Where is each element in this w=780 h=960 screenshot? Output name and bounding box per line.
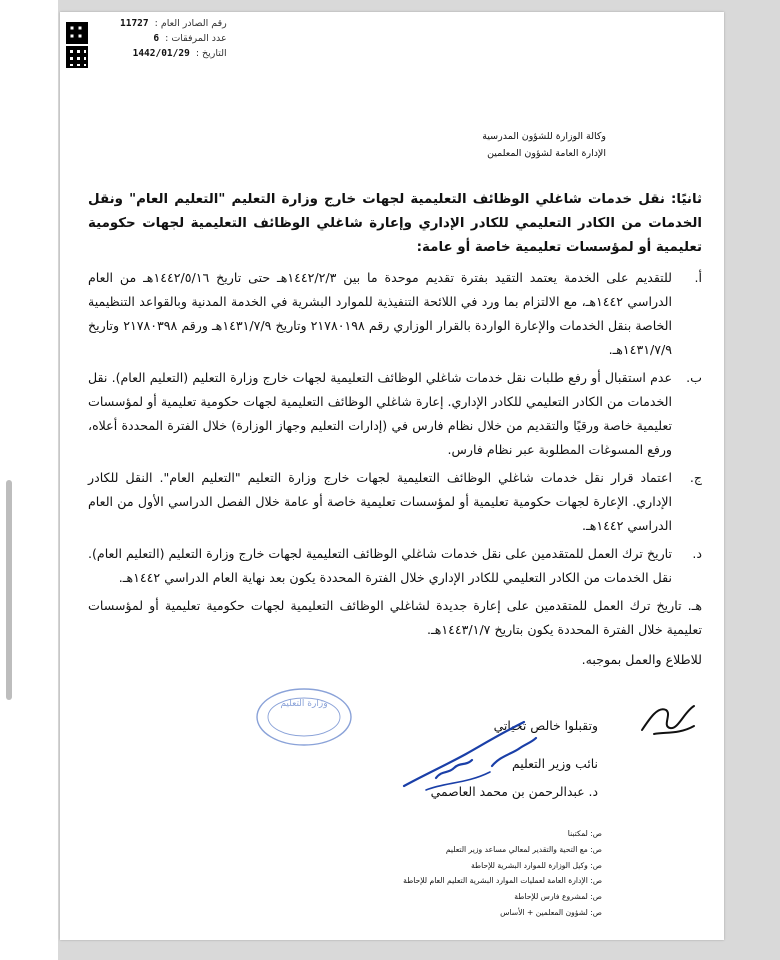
agency-line: الإدارة العامة لشؤون المعلمين xyxy=(487,148,606,159)
item-text: عدم استقبال أو رفع طلبات نقل خدمات شاغلي الوظائف التعليمية لجهات خارج وزارة التعليم (التعليم العام). نقل الخدمات من الكادر التعليمي للكادر الإداري. إعارة شاغلي الوظائف التعليمية لجهات حكومية تعليمية أو لمؤسسات تعليمية خاصة ورقيًا والتقديم من خلال نظام فارس في (إدارات التعليم وجهاز الوزارة) خلال الفترة المحددة أعلاه، ورفع المسوغات المطلوبة عبر نظام فارس. xyxy=(88,370,672,457)
meta-value: 6 xyxy=(153,33,160,44)
list-item-h: هـ. تاريخ ترك العمل للمتقدمين على إعارة جديدة لشاغلي الوظائف التعليمية لجهات حكومية تعليمية أو لمؤسسات تعليمية خلال الفترة المحددة يكون بتاريخ ١٤٤٣/١/٧هـ. xyxy=(88,598,702,637)
meta-row xyxy=(120,46,227,61)
handwritten-signature-icon xyxy=(396,708,546,798)
closing-line: للاطلاع والعمل بموجبه. xyxy=(581,652,702,667)
item-text: للتقديم على الخدمة يعتمد التقيد بفترة تقديم موحدة ما بين ١٤٤٢/٢/٣هـ حتى تاريخ ١٤٤٢/٥/١٦هـ من العام الدراسي ١٤٤٢هـ، مع الالتزام بما ورد في اللائحة التنفيذية للموارد البشرية في الخدمة المدنية وبالقواعد التنظيمية الخاصة بنقل الخدمات والإعارة الواردة بالقرار الوزاري رقم ٢١٧٨٠١٩٨ وتاريخ ١٤٣١/٧/٩هـ ورقم ٢١٧٨٠٣٩٨ وتاريخ ١٤٣١/٧/٩هـ. xyxy=(88,270,672,357)
agency-line: وكالة الوزارة للشؤون المدرسية xyxy=(482,131,606,142)
meta-label: عدد المرفقات : xyxy=(165,33,227,44)
cc-line: ص: لشؤون المعلمين + الأساس xyxy=(500,907,602,917)
item-marker: ب. xyxy=(686,370,702,385)
scrollbar[interactable] xyxy=(6,480,12,700)
item-marker: ج. xyxy=(689,470,702,485)
meta-row xyxy=(120,16,227,31)
cc-line: ص: لمشروع فارس للإحاطة xyxy=(514,892,602,902)
meta-value: 1442/01/29 xyxy=(132,48,190,59)
cc-line: ص: الإدارة العامة لعمليات الموارد البشرية التعليم العام للإحاطة xyxy=(403,876,602,886)
section-heading: ثانيًا: نقل خدمات شاغلي الوظائف التعليمية لجهات خارج وزارة التعليم "التعليم العام" ونقل الخدمات من الكادر التعليمي للكادر الإداري وإعارة شاغلي الوظائف التعليمية لجهات حكومية تعليمية أو لمؤسسات تعليمية خاصة أو عامة: xyxy=(88,192,702,255)
cc-line: ص: وكيل الوزارة للموارد البشرية للإحاطة xyxy=(470,860,602,870)
signer-title: نائب وزير التعليم xyxy=(512,756,598,771)
qr-code-icon xyxy=(66,46,88,68)
item-text: تاريخ ترك العمل للمتقدمين على نقل خدمات شاغلي الوظائف التعليمية لجهات خارج وزارة التعليم (التعليم العام). نقل الخدمات من الكادر التعليمي للكادر الإداري خلال الفترة المحددة يكون بعد نهاية العام الدراسي ١٤٤٢هـ. xyxy=(88,546,672,585)
list-item xyxy=(88,366,702,462)
item-marker: د. xyxy=(692,546,702,561)
ministry-stamp-icon xyxy=(254,686,354,748)
cc-line: ص: مع التحية والتقدير لمعالي مساعد وزير التعليم xyxy=(445,844,602,854)
list-item xyxy=(88,466,702,538)
meta-value: 11727 xyxy=(120,18,149,29)
item-marker: أ. xyxy=(694,270,702,285)
meta-label: التاريخ : xyxy=(195,48,227,59)
document-page xyxy=(60,12,724,940)
qr-code-icon xyxy=(66,22,88,44)
list-item xyxy=(88,266,702,362)
stamp-text: وزارة التعليم xyxy=(280,699,328,709)
document-body xyxy=(88,188,702,685)
regards-line: وتقبلوا خالص تحياتي xyxy=(493,718,598,733)
signer-name: د. عبدالرحمن بن محمد العاصمي xyxy=(430,784,598,799)
cc-list xyxy=(403,826,602,921)
agency-header xyxy=(482,128,606,162)
meta-row xyxy=(120,31,227,46)
list-item xyxy=(88,542,702,590)
document-meta xyxy=(120,16,227,61)
cc-line: ص: لمكتبنا xyxy=(567,829,602,838)
initials-icon xyxy=(636,696,700,740)
meta-label: رقم الصادر العام : xyxy=(154,18,227,29)
item-text: اعتماد قرار نقل خدمات شاغلي الوظائف التعليمية لجهات خارج وزارة التعليم "التعليم العام". النقل للكادر الإداري. الإعارة لجهات حكومية تعليمية أو لمؤسسات تعليمية خاصة أو عامة خلال الفصل الدراسي الأول من العام الدراسي ١٤٤٢هـ. xyxy=(88,470,672,533)
